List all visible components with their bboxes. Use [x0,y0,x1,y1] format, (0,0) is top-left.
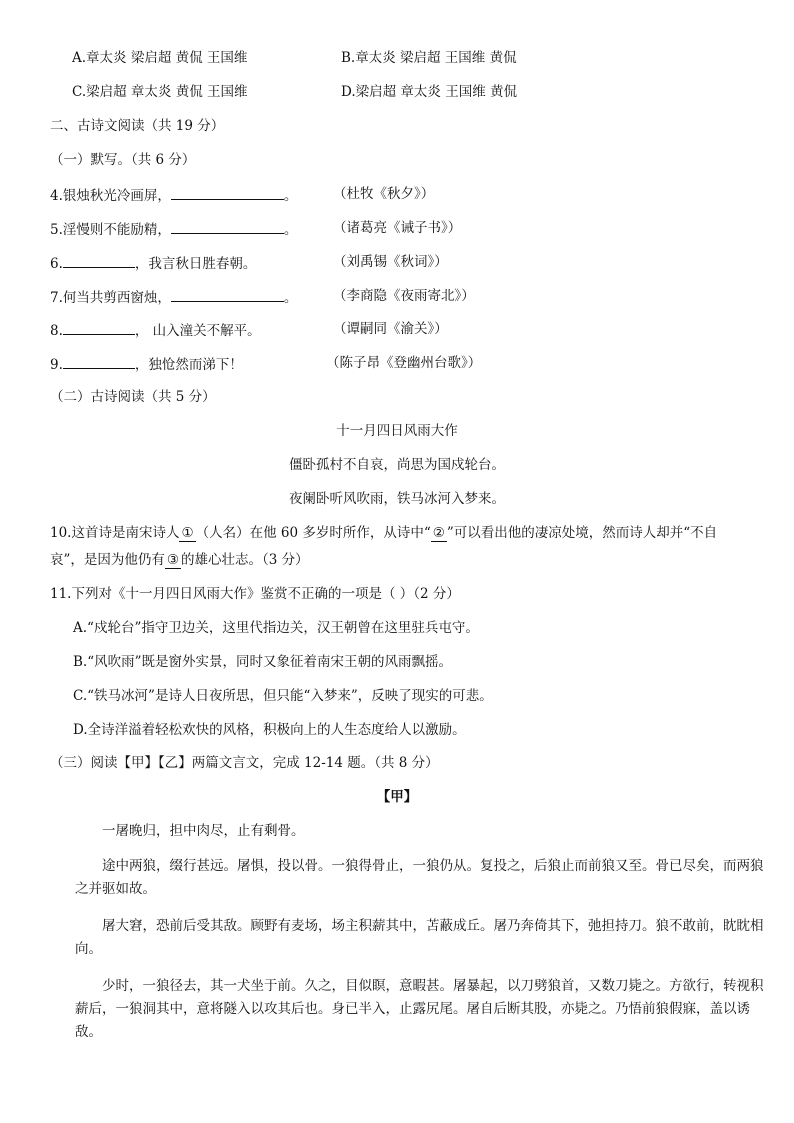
poem-line-2: 夜阑卧听风吹雨，铁马冰河入梦来。 [289,491,505,507]
q4-answer-blank[interactable] [171,185,284,200]
subsection-1-heading: （一）默写。（共 6 分） [50,152,196,168]
q10-text-c: ”可以看出他的凄凉处境，然而诗人却并“不自 [446,525,718,541]
passage-jia-paragraph-3: 屠大窘，恐前后受其敌。顾野有麦场，场主积薪其中，苫蔽成丘。屠乃奔倚其下，弛担持刀。狼不敢前，眈眈相向。 [75,918,764,957]
q4-source: （杜牧《秋夕》） [333,186,435,202]
question-7 [50,287,297,307]
q10-text-b: （人名）在他 60 多岁时所作，从诗中“ [195,525,431,541]
q9-text: ，独怆然而涕下！ [134,357,243,373]
q11-option-c: C.“铁马冰河”是诗人日夜所思，但只能“入梦来”，反映了现实的可悲。 [73,688,493,704]
q9-number: 9. [50,357,63,373]
q10-blank-2[interactable]: ② [432,525,445,541]
q5-source: （诸葛亮《诫子书》） [333,220,462,236]
subsection-3-heading: （三）阅读【甲】【乙】两篇文言文，完成 12-14 题。（共 8 分） [50,755,439,771]
q6-source: （刘禹锡《秋词》） [333,254,448,270]
q10-blank-1[interactable]: ① [181,525,194,541]
question-11-stem: 11.下列对《十一月四日风雨大作》鉴赏不正确的一项是（ ）（2 分） [50,586,460,602]
option-d: D.梁启超 章太炎 王国维 黄侃 [341,84,518,100]
q10-blank-3[interactable]: ③ [166,552,180,568]
subsection-2-heading: （二）古诗阅读（共 5 分） [50,389,216,405]
q6-text: ，我言秋日胜春朝。 [134,256,257,272]
q10-text-e: 的雄心壮志。（3 分） [181,552,309,568]
question-8 [50,320,261,340]
passage-jia-paragraph-2: 途中两狼，缀行甚远。屠惧，投以骨。一狼得骨止，一狼仍从。复投之，后狼止而前狼又至。骨已尽矣，而两狼之并驱如故。 [75,858,764,897]
q8-text: ， 山入潼关不解平。 [134,323,261,339]
q11-option-d: D.全诗洋溢着轻松欢快的风格，积极向上的人生态度给人以激励。 [73,722,466,738]
q11-option-a: A.“戍轮台”指守卫边关，这里代指边关，汉王朝曾在这里驻兵屯守。 [73,620,479,636]
q6-answer-blank[interactable] [63,253,135,268]
option-a: A.章太炎 梁启超 黄侃 王国维 [72,50,248,66]
question-4 [50,185,297,205]
q5-answer-blank[interactable] [171,219,284,234]
q5-end: 。 [283,222,298,238]
poem-title: 十一月四日风雨大作 [336,423,458,439]
question-10-line-1 [50,524,717,542]
question-9 [50,354,243,374]
q8-answer-blank[interactable] [63,320,135,335]
q8-source: （谭嗣同《渝关》） [333,321,448,337]
section-2-heading: 二、古诗文阅读（共 19 分） [50,118,225,134]
q10-text-d: 哀”，是因为他仍有 [50,552,165,568]
q9-answer-blank[interactable] [63,354,135,369]
q10-text-a: 10.这首诗是南宋诗人 [50,525,180,541]
q7-end: 。 [283,290,298,306]
passage-jia-paragraph-1: 一屠晚归，担中肉尽，止有剩骨。 [102,823,305,839]
q6-number: 6. [50,256,63,272]
q7-text: 7.何当共剪西窗烛， [50,290,171,306]
option-b: B.章太炎 梁启超 王国维 黄侃 [341,50,517,66]
poem-line-1: 僵卧孤村不自哀，尚思为国戍轮台。 [289,457,505,473]
q7-answer-blank[interactable] [171,287,284,302]
q5-text: 5.淫慢则不能励精， [50,222,171,238]
question-6 [50,253,256,273]
question-10-line-2 [50,551,309,569]
option-c: C.梁启超 章太炎 黄侃 王国维 [72,84,248,100]
passage-jia-paragraph-4: 少时，一狼径去，其一犬坐于前。久之，目似瞑，意暇甚。屠暴起，以刀劈狼首，又数刀毙之。方欲行，转视积薪后，一狼洞其中，意将隧入以攻其后也。身已半入，止露尻尾。屠自后断其股，亦毙之。乃悟前狼假寐，盖以诱敌。 [75,978,764,1040]
q4-text: 4.银烛秋光冷画屏， [50,188,171,204]
q8-number: 8. [50,323,63,339]
q9-source: （陈子昂《登幽州台歌》） [326,355,482,371]
q11-option-b: B.“风吹雨”既是窗外实景，同时又象征着南宋王朝的风雨飘摇。 [73,654,453,670]
q4-end: 。 [283,188,298,204]
q7-source: （李商隐《夜雨寄北》） [333,288,475,304]
passage-jia-title: 【甲】 [376,789,418,805]
question-5 [50,219,297,239]
